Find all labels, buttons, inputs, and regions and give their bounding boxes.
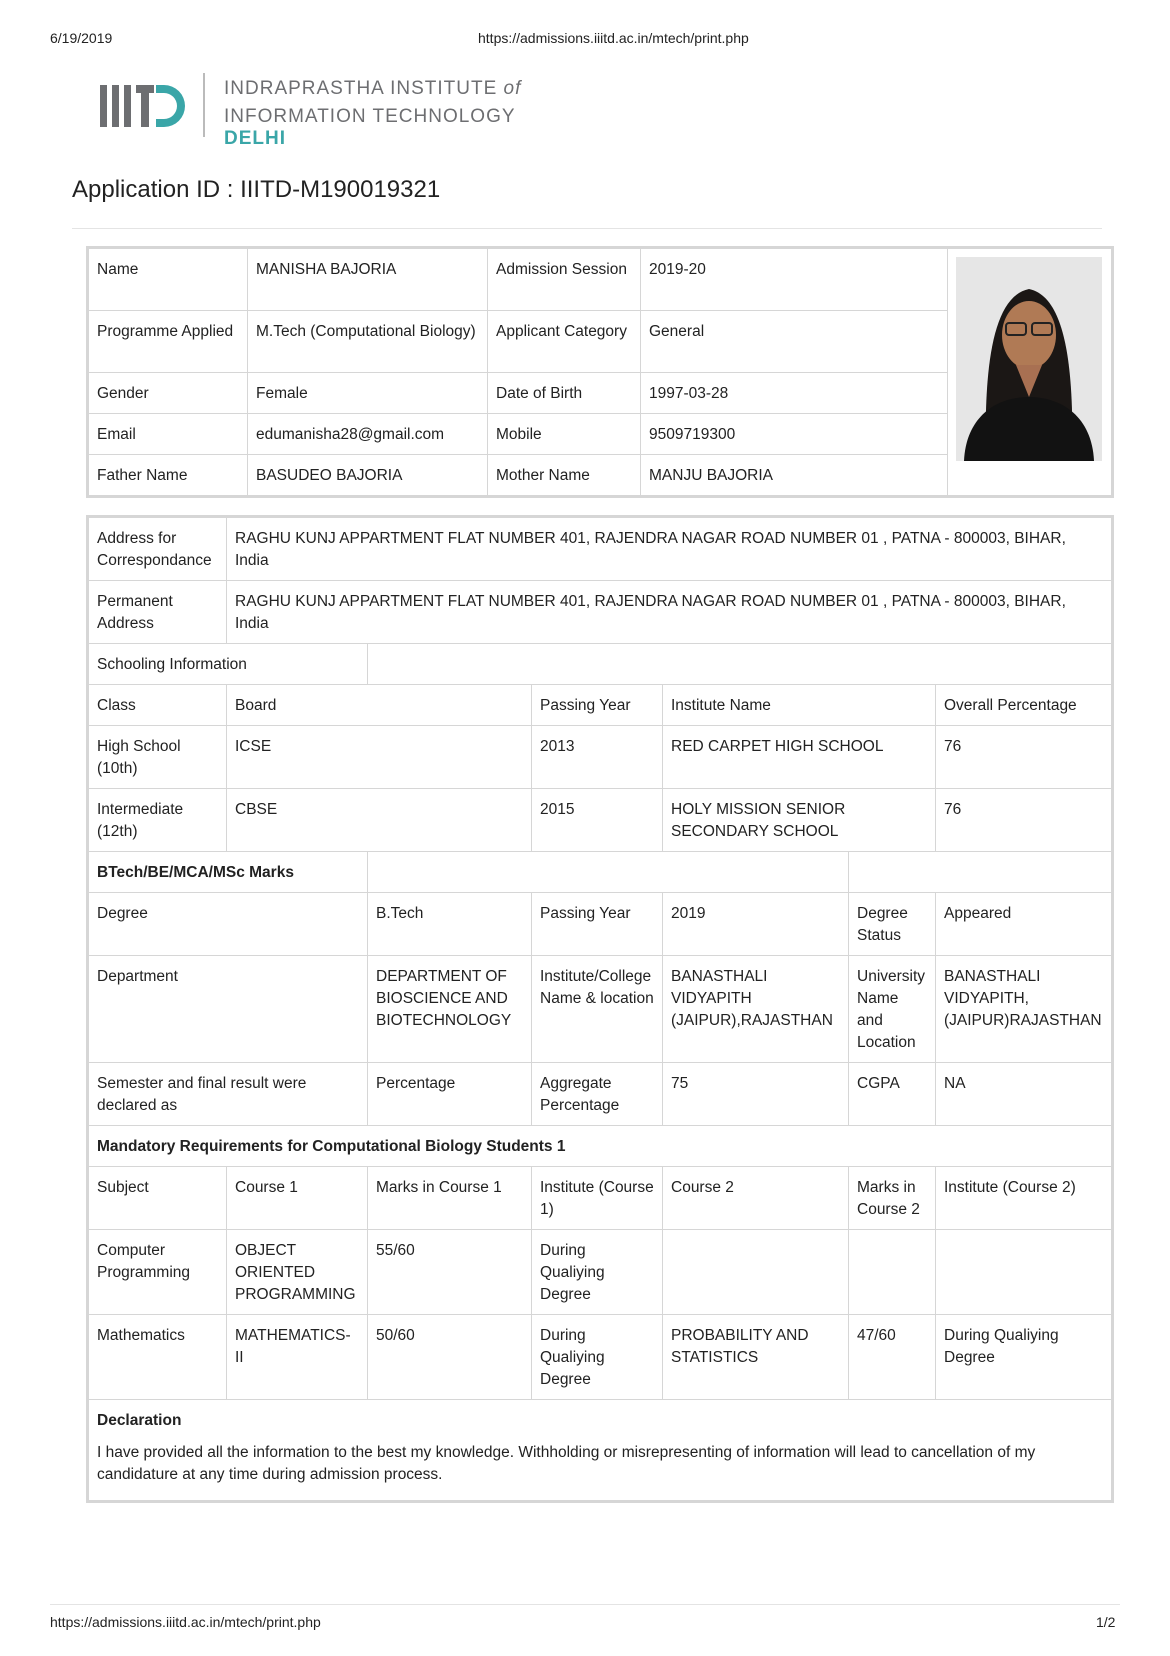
mand-header-inst1: Institute (Course 1) — [532, 1167, 663, 1230]
table-row — [89, 789, 1112, 852]
schooling-title: Schooling Information — [89, 644, 368, 685]
mand-inst2: During Qualiying Degree — [936, 1315, 1112, 1400]
mand-header-marks1: Marks in Course 1 — [368, 1167, 532, 1230]
gender-label: Gender — [89, 373, 248, 414]
degree-value: B.Tech — [368, 893, 532, 956]
logo-line-2-text: INFORMATION TECHNOLOGY — [224, 106, 516, 127]
session-label: Admission Session — [488, 249, 641, 311]
school-header-percentage: Overall Percentage — [936, 685, 1112, 726]
category-label: Applicant Category — [488, 311, 641, 373]
degree-label: Degree — [89, 893, 368, 956]
print-date: 6/19/2019 — [50, 30, 113, 46]
application-id: Application ID : IIITD-M190019321 — [72, 176, 441, 203]
result-label: Semester and final result were declared as — [89, 1063, 368, 1126]
school-year: 2013 — [532, 726, 663, 789]
mand-marks1: 55/60 — [368, 1230, 532, 1315]
page-number: 1/2 — [1096, 1614, 1116, 1630]
footer-url: https://admissions.iiitd.ac.in/mtech/print.php — [50, 1614, 321, 1630]
dob-value: 1997-03-28 — [641, 373, 948, 414]
university-label: University Name and Location — [849, 956, 936, 1063]
institute-logo — [100, 73, 570, 149]
email-label: Email — [89, 414, 248, 455]
mand-header-inst2: Institute (Course 2) — [936, 1167, 1112, 1230]
logo-line-1 — [224, 78, 521, 100]
school-institute: RED CARPET HIGH SCHOOL — [663, 726, 936, 789]
logo-line-1-text: INDRAPRASTHA INSTITUTE — [224, 78, 498, 99]
result-value: Percentage — [368, 1063, 532, 1126]
details-table — [88, 517, 1112, 1501]
personal-info-table — [88, 248, 1112, 496]
table-row — [89, 1230, 1112, 1315]
mand-header-course1: Course 1 — [227, 1167, 368, 1230]
cgpa-value: NA — [936, 1063, 1112, 1126]
school-header-board: Board — [227, 685, 532, 726]
mand-course1: MATHEMATICS-II — [227, 1315, 368, 1400]
programme-value: M.Tech (Computational Biology) — [248, 311, 488, 373]
mand-header-subject: Subject — [89, 1167, 227, 1230]
school-class: Intermediate (12th) — [89, 789, 227, 852]
mand-inst2 — [936, 1230, 1112, 1315]
perm-address-value: RAGHU KUNJ APPARTMENT FLAT NUMBER 401, RAJENDRA NAGAR ROAD NUMBER 01 , PATNA - 800003, BIHAR, India — [227, 581, 1112, 644]
declaration-cell — [89, 1400, 1112, 1501]
school-board: CBSE — [227, 789, 532, 852]
school-institute: HOLY MISSION SENIOR SECONDARY SCHOOL — [663, 789, 936, 852]
photo-cell — [948, 249, 1112, 496]
school-header-year: Passing Year — [532, 685, 663, 726]
school-header-class: Class — [89, 685, 227, 726]
mandatory-title: Mandatory Requirements for Computational Biology Students 1 — [89, 1126, 1112, 1167]
mand-marks2: 47/60 — [849, 1315, 936, 1400]
header-divider — [72, 228, 1102, 229]
cgpa-label: CGPA — [849, 1063, 936, 1126]
table-row — [89, 1315, 1112, 1400]
mand-course2: PROBABILITY AND STATISTICS — [663, 1315, 849, 1400]
mother-value: MANJU BAJORIA — [641, 455, 948, 496]
table-row — [89, 726, 1112, 789]
mand-header-course2: Course 2 — [663, 1167, 849, 1230]
aggregate-value: 75 — [663, 1063, 849, 1126]
mand-header-marks2: Marks in Course 2 — [849, 1167, 936, 1230]
mand-course2 — [663, 1230, 849, 1315]
perm-address-label: Permanent Address — [89, 581, 227, 644]
corr-address-value: RAGHU KUNJ APPARTMENT FLAT NUMBER 401, RAJENDRA NAGAR ROAD NUMBER 01 , PATNA - 800003, BIHAR, India — [227, 518, 1112, 581]
passing-year-value: 2019 — [663, 893, 849, 956]
footer-divider — [50, 1604, 1120, 1605]
university-value: BANASTHALI VIDYAPITH, (JAIPUR)RAJASTHAN — [936, 956, 1112, 1063]
aggregate-label: Aggregate Percentage — [532, 1063, 663, 1126]
person-icon — [956, 257, 1102, 461]
degree-title: BTech/BE/MCA/MSc Marks — [89, 852, 368, 893]
institute-value: BANASTHALI VIDYAPITH (JAIPUR),RAJASTHAN — [663, 956, 849, 1063]
declaration-title: Declaration — [97, 1412, 182, 1429]
passing-year-label: Passing Year — [532, 893, 663, 956]
school-class: High School (10th) — [89, 726, 227, 789]
school-percentage: 76 — [936, 789, 1112, 852]
email-value: edumanisha28@gmail.com — [248, 414, 488, 455]
name-label: Name — [89, 249, 248, 311]
institute-label: Institute/College Name & location — [532, 956, 663, 1063]
gender-value: Female — [248, 373, 488, 414]
logo-line-2-bold: DELHI — [224, 128, 286, 149]
mand-inst1: During Qualiying Degree — [532, 1230, 663, 1315]
mobile-value: 9509719300 — [641, 414, 948, 455]
school-board: ICSE — [227, 726, 532, 789]
mand-subject: Computer Programming — [89, 1230, 227, 1315]
mand-inst1: During Qualiying Degree — [532, 1315, 663, 1400]
department-value: DEPARTMENT OF BIOSCIENCE AND BIOTECHNOLOGY — [368, 956, 532, 1063]
degree-status-value: Appeared — [936, 893, 1112, 956]
school-percentage: 76 — [936, 726, 1112, 789]
iiitd-logo-icon — [100, 81, 190, 141]
school-header-institute: Institute Name — [663, 685, 936, 726]
father-value: BASUDEO BAJORIA — [248, 455, 488, 496]
department-label: Department — [89, 956, 368, 1063]
dob-label: Date of Birth — [488, 373, 641, 414]
mother-label: Mother Name — [488, 455, 641, 496]
degree-status-label: Degree Status — [849, 893, 936, 956]
mand-course1: OBJECT ORIENTED PROGRAMMING — [227, 1230, 368, 1315]
schooling-title-filler — [368, 644, 1112, 685]
degree-title-filler-2 — [849, 852, 1112, 893]
logo-line-2 — [224, 106, 570, 150]
category-value: General — [641, 311, 948, 373]
mobile-label: Mobile — [488, 414, 641, 455]
corr-address-label: Address for Correspondance — [89, 518, 227, 581]
school-year: 2015 — [532, 789, 663, 852]
father-label: Father Name — [89, 455, 248, 496]
declaration-text: I have provided all the information to the best my knowledge. Withholding or misrepresenting of information will lead to cancellation of my candidature at any time during admission process. — [97, 1444, 1036, 1483]
programme-label: Programme Applied — [89, 311, 248, 373]
session-value: 2019-20 — [641, 249, 948, 311]
print-url: https://admissions.iiitd.ac.in/mtech/print.php — [478, 30, 749, 46]
logo-line-1-italic: of — [503, 78, 522, 99]
name-value: MANISHA BAJORIA — [248, 249, 488, 311]
degree-title-filler-1 — [368, 852, 849, 893]
mand-marks1: 50/60 — [368, 1315, 532, 1400]
mand-marks2 — [849, 1230, 936, 1315]
applicant-photo — [956, 257, 1102, 461]
mand-subject: Mathematics — [89, 1315, 227, 1400]
